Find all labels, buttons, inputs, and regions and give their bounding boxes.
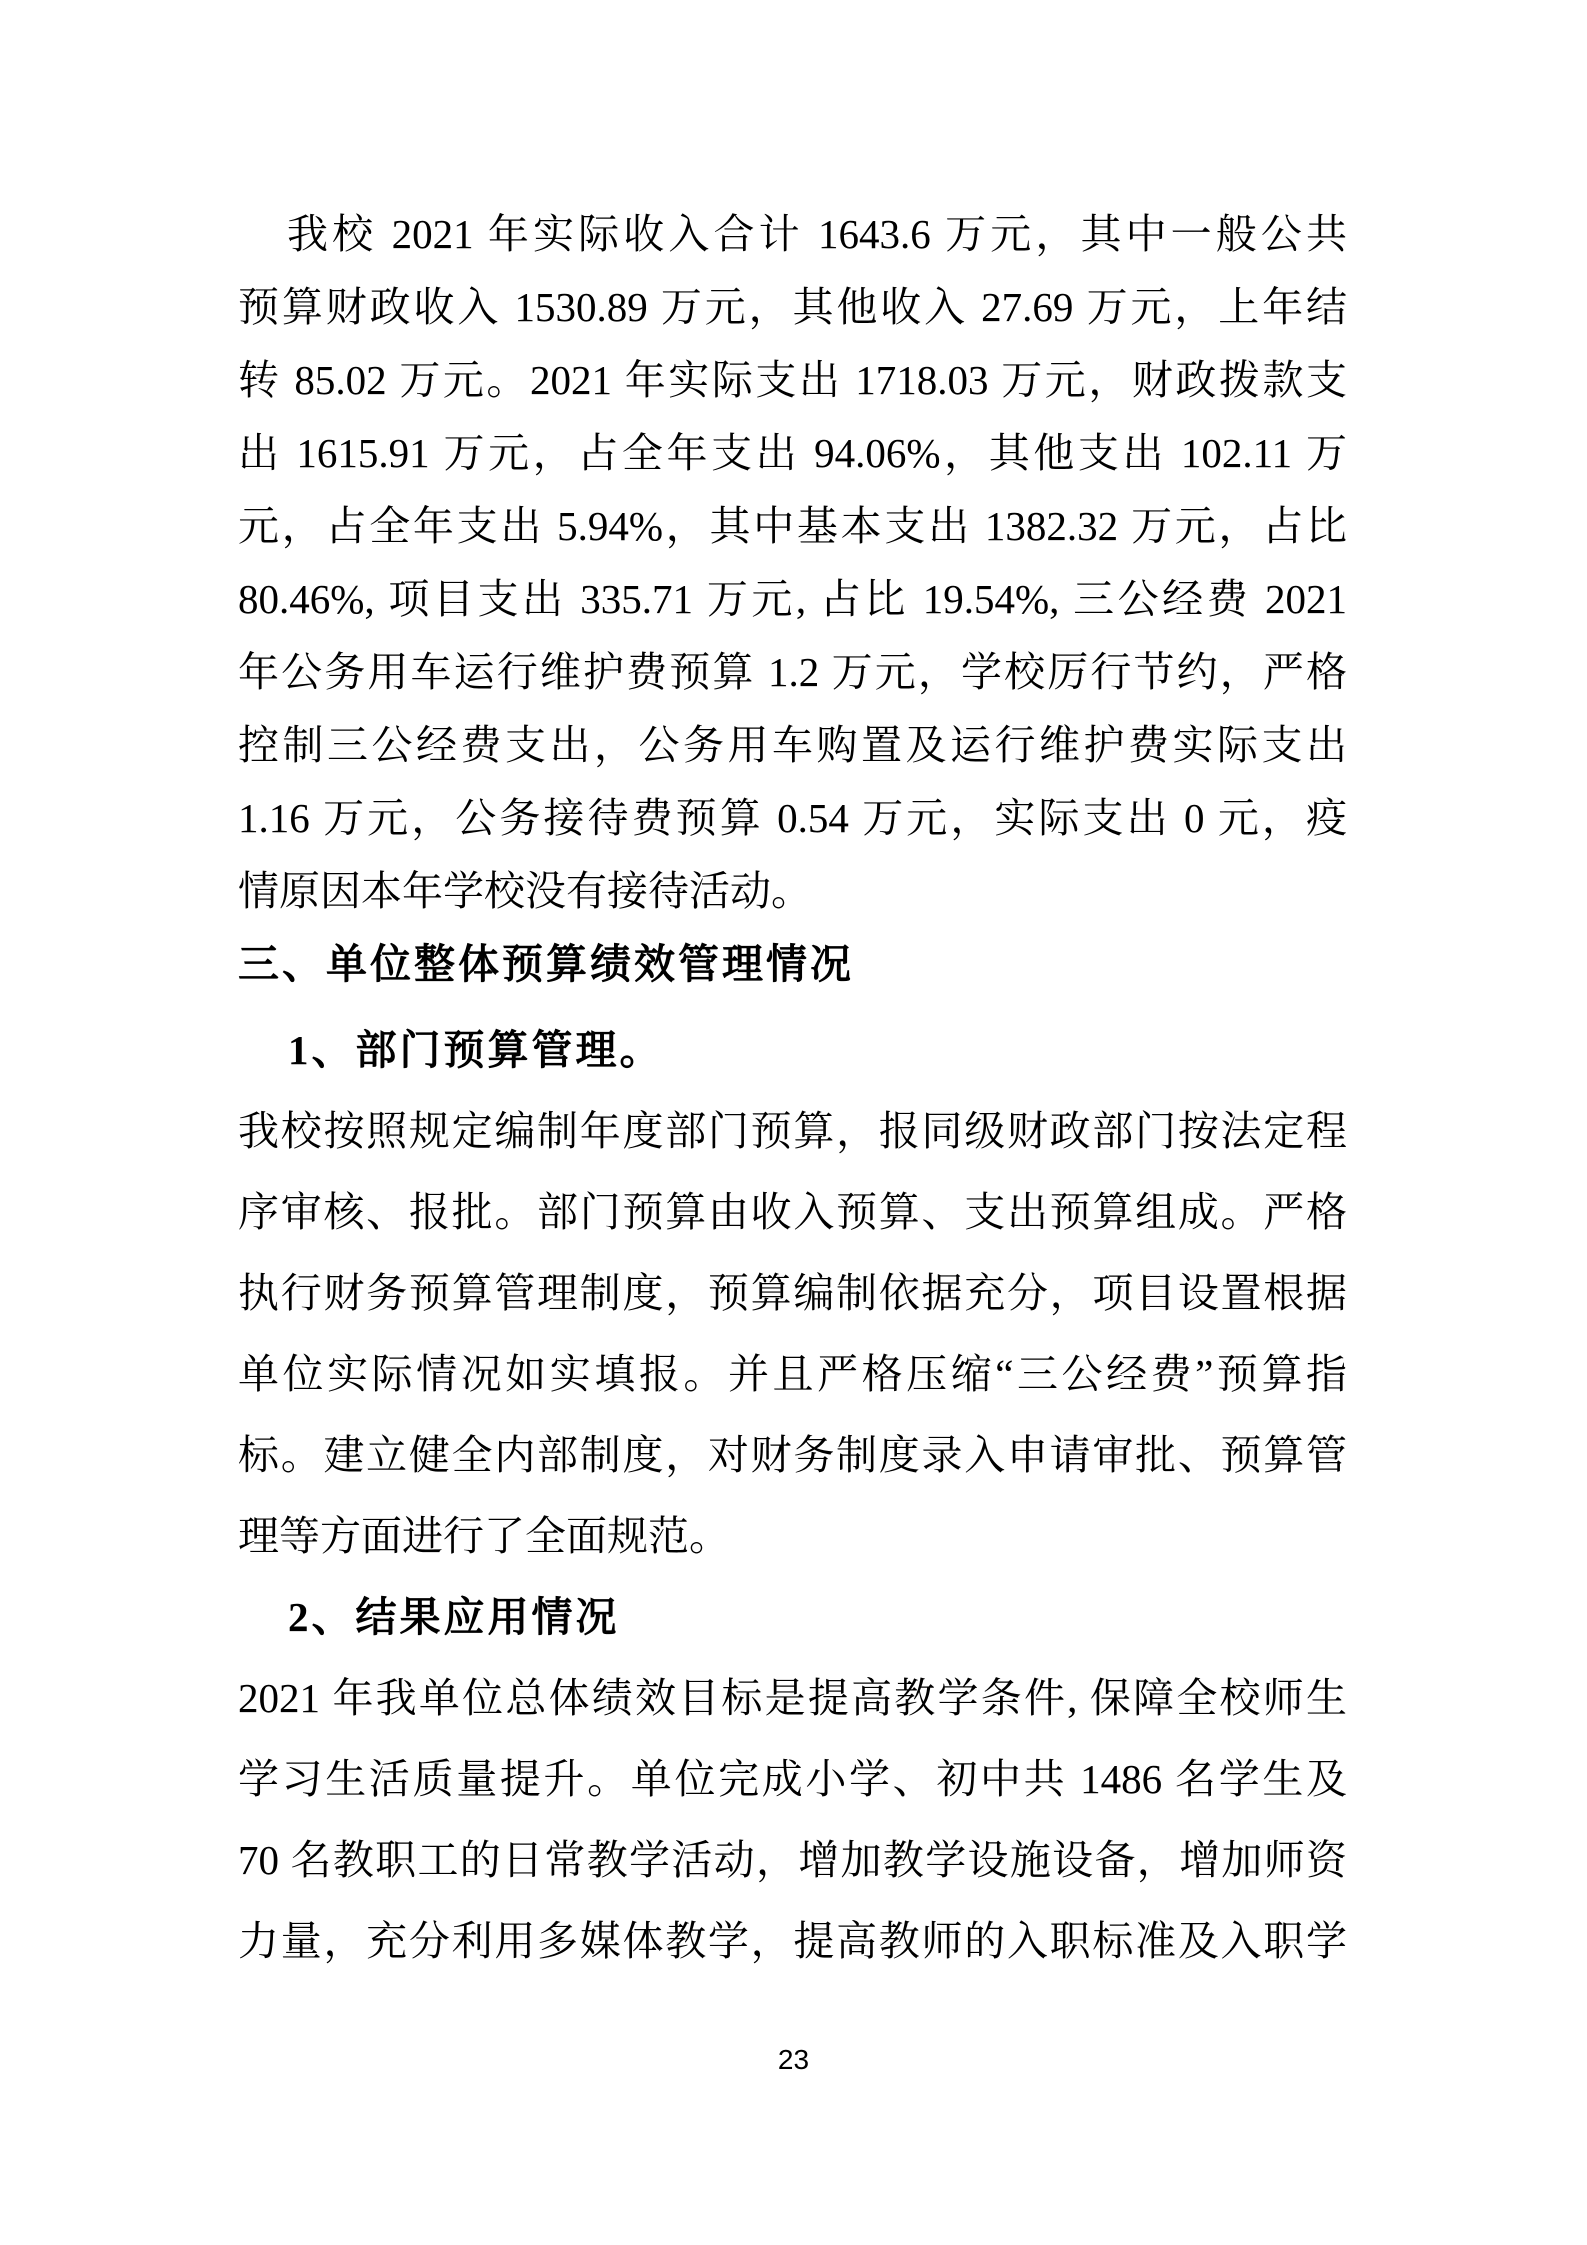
paragraph-line: 年公务用车运行维护费预算 1.2 万元，学校厉行节约，严格: [238, 649, 1347, 695]
sub-heading-1: 1、部门预算管理。: [288, 1027, 664, 1073]
paragraph-line: 2021 年我单位总体绩效目标是提高教学条件, 保障全校师生: [238, 1675, 1347, 1721]
paragraph-line: 元，占全年支出 5.94%，其中基本支出 1382.32 万元，占比: [238, 503, 1347, 549]
paragraph-line: 单位实际情况如实填报。并且严格压缩“三公经费”预算指: [238, 1351, 1347, 1397]
paragraph-line: 力量，充分利用多媒体教学，提高教师的入职标准及入职学: [238, 1918, 1347, 1964]
paragraph-line: 70 名教职工的日常教学活动，增加教学设施设备，增加师资: [238, 1837, 1347, 1883]
paragraph-line: 控制三公经费支出，公务用车购置及运行维护费实际支出: [238, 722, 1347, 768]
page-number: 23: [777, 2044, 810, 2075]
paragraph-line: 学习生活质量提升。单位完成小学、初中共 1486 名学生及: [238, 1756, 1347, 1802]
paragraph-line: 我校 2021 年实际收入合计 1643.6 万元，其中一般公共: [287, 211, 1347, 257]
section-performance-management: [238, 1010, 1347, 1982]
paragraph-line: 出 1615.91 万元，占全年支出 94.06%，其他支出 102.11 万: [238, 430, 1347, 476]
section-income-expense: [238, 198, 1347, 1001]
paragraph-line: 情原因本年学校没有接待活动。: [238, 868, 812, 914]
paragraph-line: 序审核、报批。部门预算由收入预算、支出预算组成。严格: [238, 1189, 1347, 1235]
section-heading-3: 三、单位整体预算绩效管理情况: [238, 941, 854, 987]
sub-heading-2: 2、结果应用情况: [288, 1594, 620, 1640]
paragraph-line: 标。建立健全内部制度，对财务制度录入申请审批、预算管: [238, 1432, 1347, 1478]
paragraph-line: 80.46%, 项目支出 335.71 万元, 占比 19.54%, 三公经费 2021: [238, 576, 1347, 622]
paragraph-line: 预算财政收入 1530.89 万元，其他收入 27.69 万元，上年结: [238, 284, 1347, 330]
paragraph-line: 转 85.02 万元。2021 年实际支出 1718.03 万元，财政拨款支: [238, 357, 1347, 403]
paragraph-line: 执行财务预算管理制度，预算编制依据充分，项目设置根据: [238, 1270, 1347, 1316]
paragraph-line: 理等方面进行了全面规范。: [238, 1513, 730, 1559]
document-text-block: [238, 198, 1347, 1982]
paragraph-line: 我校按照规定编制年度部门预算，报同级财政部门按法定程: [238, 1108, 1347, 1154]
paragraph-line: 1.16 万元，公务接待费预算 0.54 万元，实际支出 0 元，疫: [238, 795, 1347, 841]
